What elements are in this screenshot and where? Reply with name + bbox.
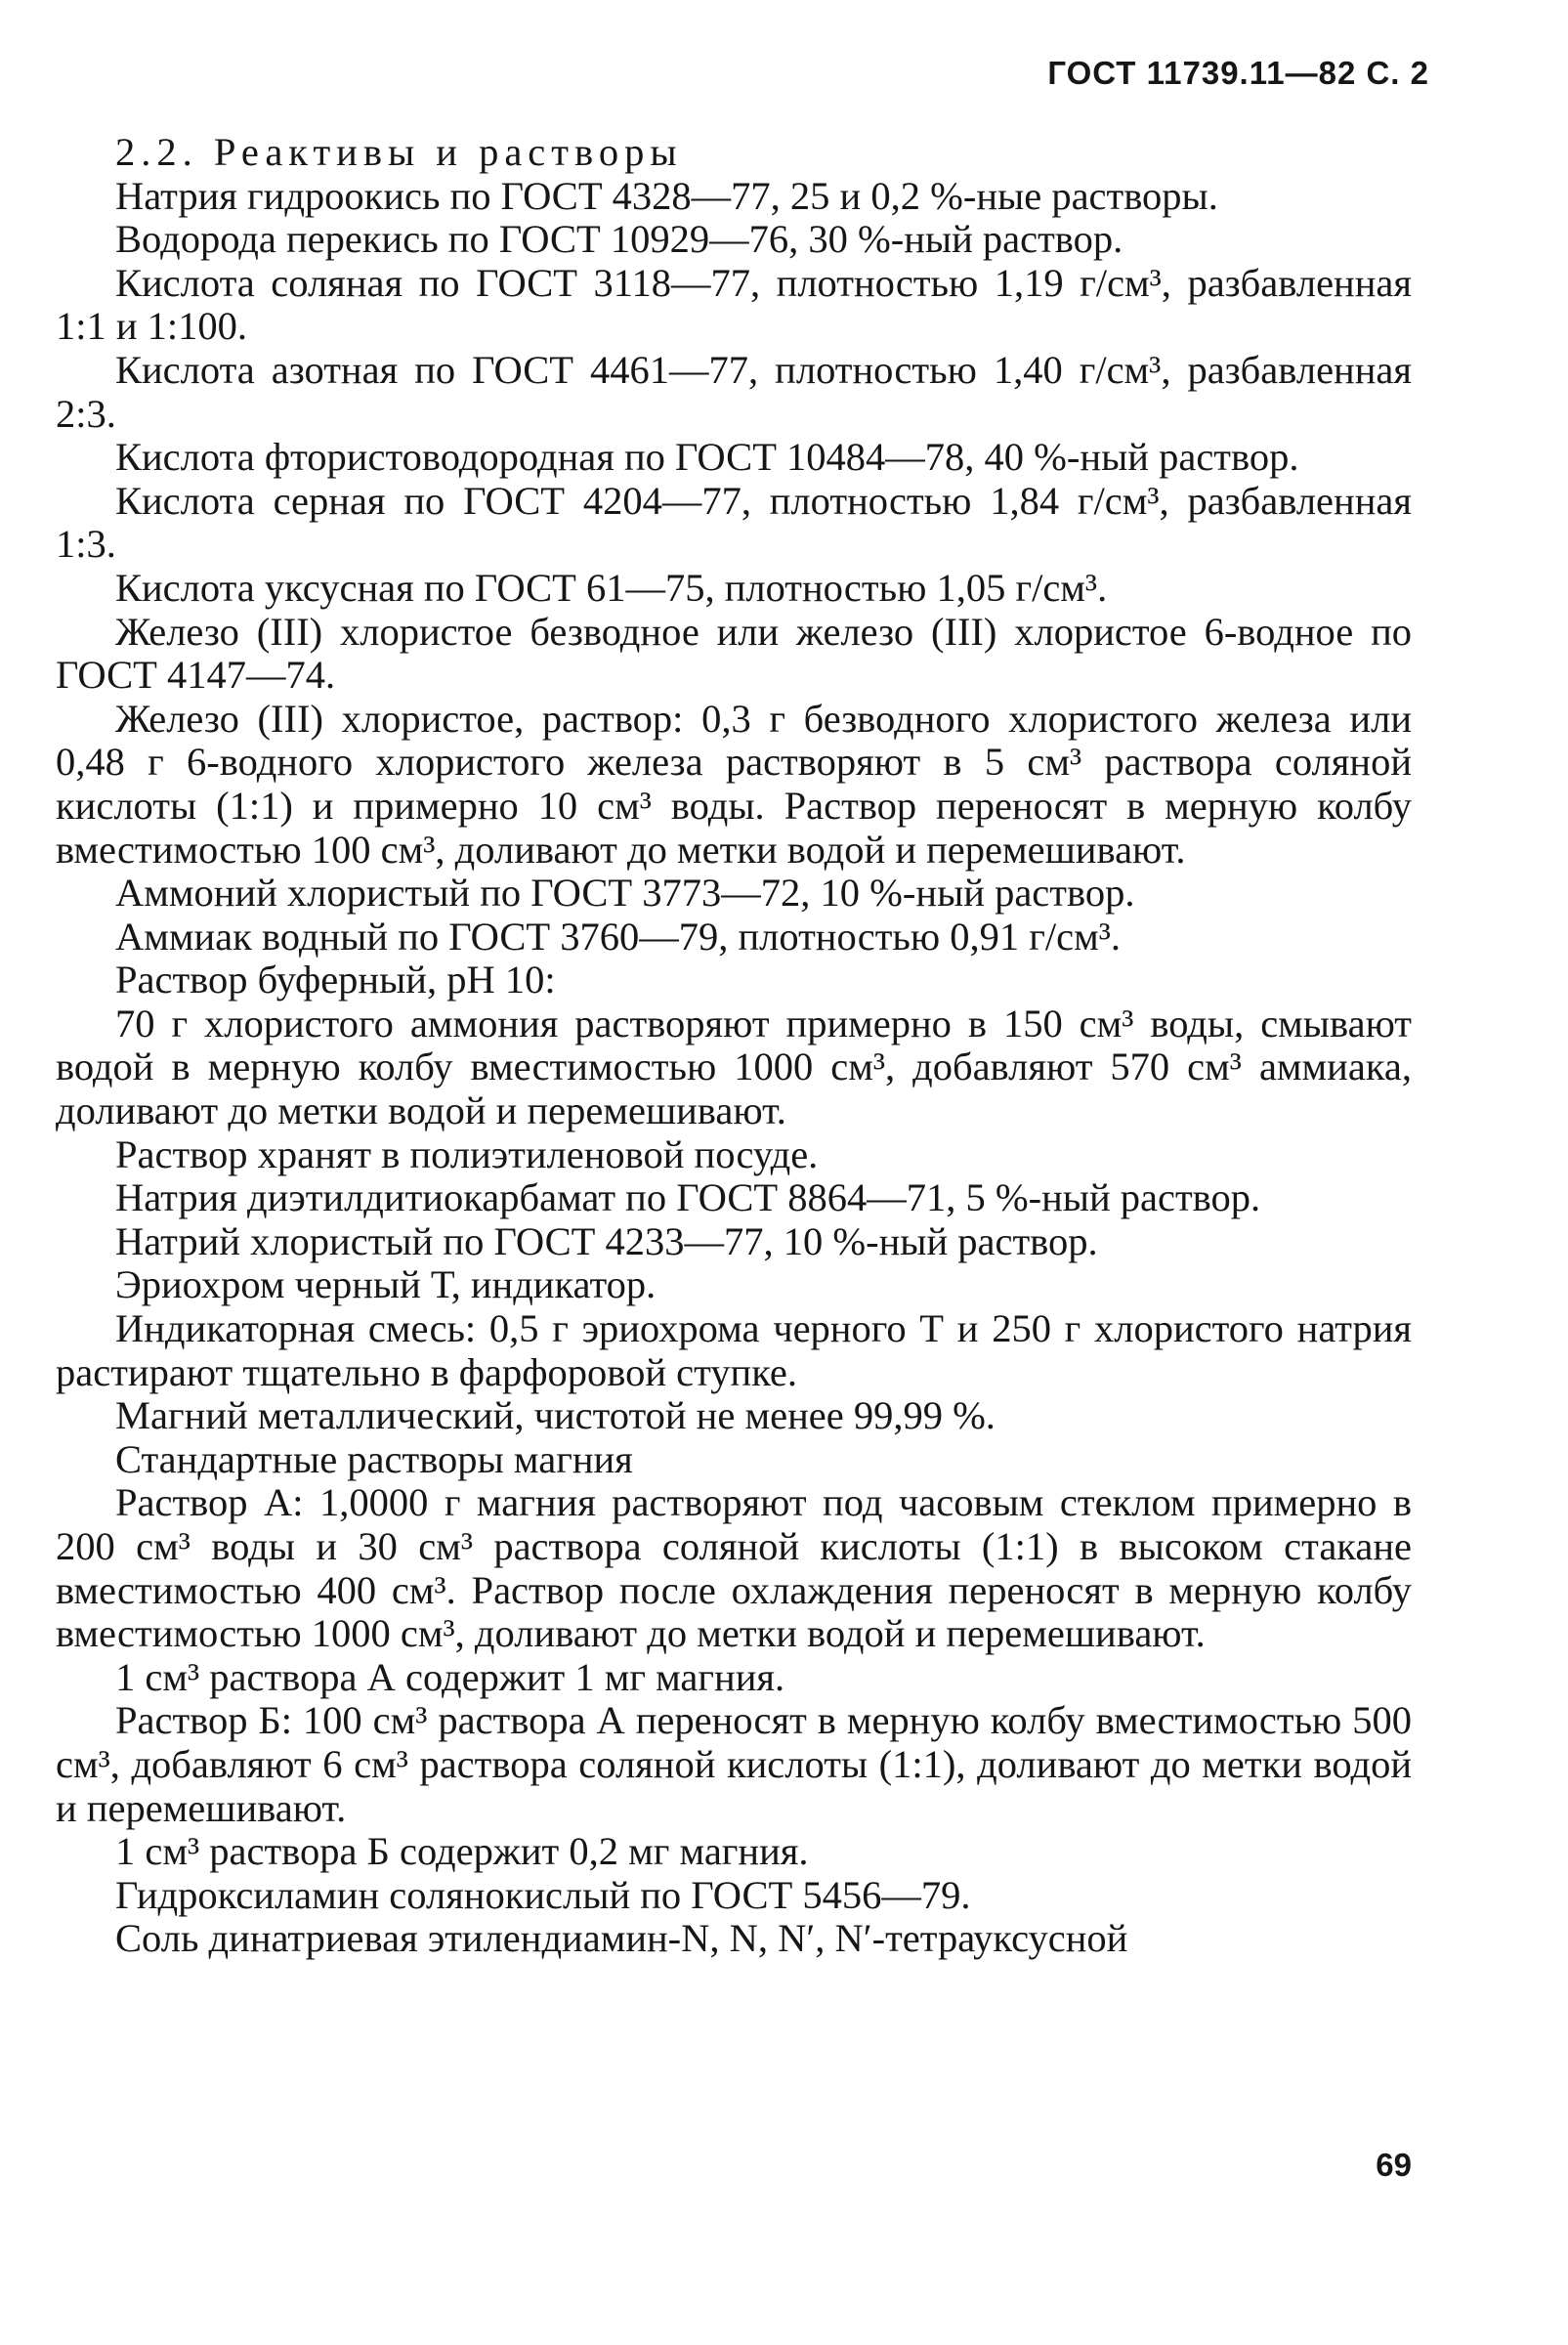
paragraph: 1 см³ раствора Б содержит 0,2 мг магния. [115,1829,809,1874]
paragraph: Натрия диэтилдитиокарбамат по ГОСТ 8864—71, 5 %-ный раствор. [115,1175,1261,1220]
paragraph: Соль динатриевая этилендиамин-N, N, N′, N′-тетрауксусной [115,1916,1128,1961]
paragraph: Раствор хранят в полиэтиленовой посуде. [115,1131,819,1176]
paragraph: Аммиак водный по ГОСТ 3760—79, плотностью 0,91 г/см³. [115,914,1121,959]
paragraph: Индикаторная смесь: 0,5 г эриохрома черного Т и 250 г хлористого натрия растирают тщательно в фарфоровой ступке. [56,1306,1412,1394]
paragraph: Кислота азотная по ГОСТ 4461—77, плотностью 1,40 г/см³, разбавленная 2:3. [56,347,1412,436]
paragraph: Кислота фтористоводородная по ГОСТ 10484—78, 40 %-ный раствор. [115,435,1299,480]
paragraph: Стандартные растворы магния [115,1436,633,1481]
page-number: 69 [1376,2147,1412,2183]
paragraph: Кислота серная по ГОСТ 4204—77, плотностью 1,84 г/см³, разбавленная 1:3. [56,478,1412,567]
paragraph: 1 см³ раствора А содержит 1 мг магния. [115,1654,785,1699]
paragraph: Натрия гидроокись по ГОСТ 4328—77, 25 и 0,2 %-ные растворы. [115,173,1218,218]
section-heading: 2.2. Реактивы и растворы [115,130,683,174]
paragraph: Раствор А: 1,0000 г магния растворяют под часовым стеклом примерно в 200 см³ воды и 30 см³ раствора соляной кислоты (1:1) в высоком стакане вместимостью 400 см³. Раствор после охлаждения переносят в мерную колбу вместимостью 1000 см³, доливают до метки водой и перемешивают. [56,1480,1412,1656]
paragraph: Железо (III) хлористое безводное или железо (III) хлористое 6-водное по ГОСТ 4147—74. [56,609,1412,698]
running-header: ГОСТ 11739.11—82 С. 2 [1047,55,1429,91]
paragraph: Натрий хлористый по ГОСТ 4233—77, 10 %-ный раствор. [115,1218,1098,1263]
paragraph: Раствор Б: 100 см³ раствора А переносят в мерную колбу вместимостью 500 см³, добавляют 6 см³ раствора соляной кислоты (1:1), доливают до метки водой и перемешивают. [56,1698,1412,1830]
paragraph: Эриохром черный Т, индикатор. [115,1262,657,1307]
paragraph: Раствор буферный, pH 10: [115,958,556,1002]
paragraph: Магний металлический, чистотой не менее 99,99 %. [115,1393,996,1438]
paragraph: Кислота уксусная по ГОСТ 61—75, плотностью 1,05 г/см³. [115,565,1108,610]
paragraph: Водорода перекись по ГОСТ 10929—76, 30 %-ный раствор. [115,217,1123,262]
paragraph: Гидроксиламин солянокислый по ГОСТ 5456—79. [115,1872,971,1917]
paragraph: 70 г хлористого аммония растворяют примерно в 150 см³ воды, смывают водой в мерную колбу вместимостью 1000 см³, добавляют 570 см³ аммиака, доливают до метки водой и перемешивают. [56,1001,1412,1133]
page-body [56,131,1412,1961]
paragraph: Железо (III) хлористое, раствор: 0,3 г безводного хлористого железа или 0,48 г 6-водного хлористого железа растворяют в 5 см³ раствора соляной кислоты (1:1) и примерно 10 см³ воды. Раствор переносят в мерную колбу вместимостью 100 см³, доливают до метки водой и перемешивают. [56,696,1412,872]
paragraph: Кислота соляная по ГОСТ 3118—77, плотностью 1,19 г/см³, разбавленная 1:1 и 1:100. [56,260,1412,349]
paragraph: Аммоний хлористый по ГОСТ 3773—72, 10 %-ный раствор. [115,871,1135,916]
